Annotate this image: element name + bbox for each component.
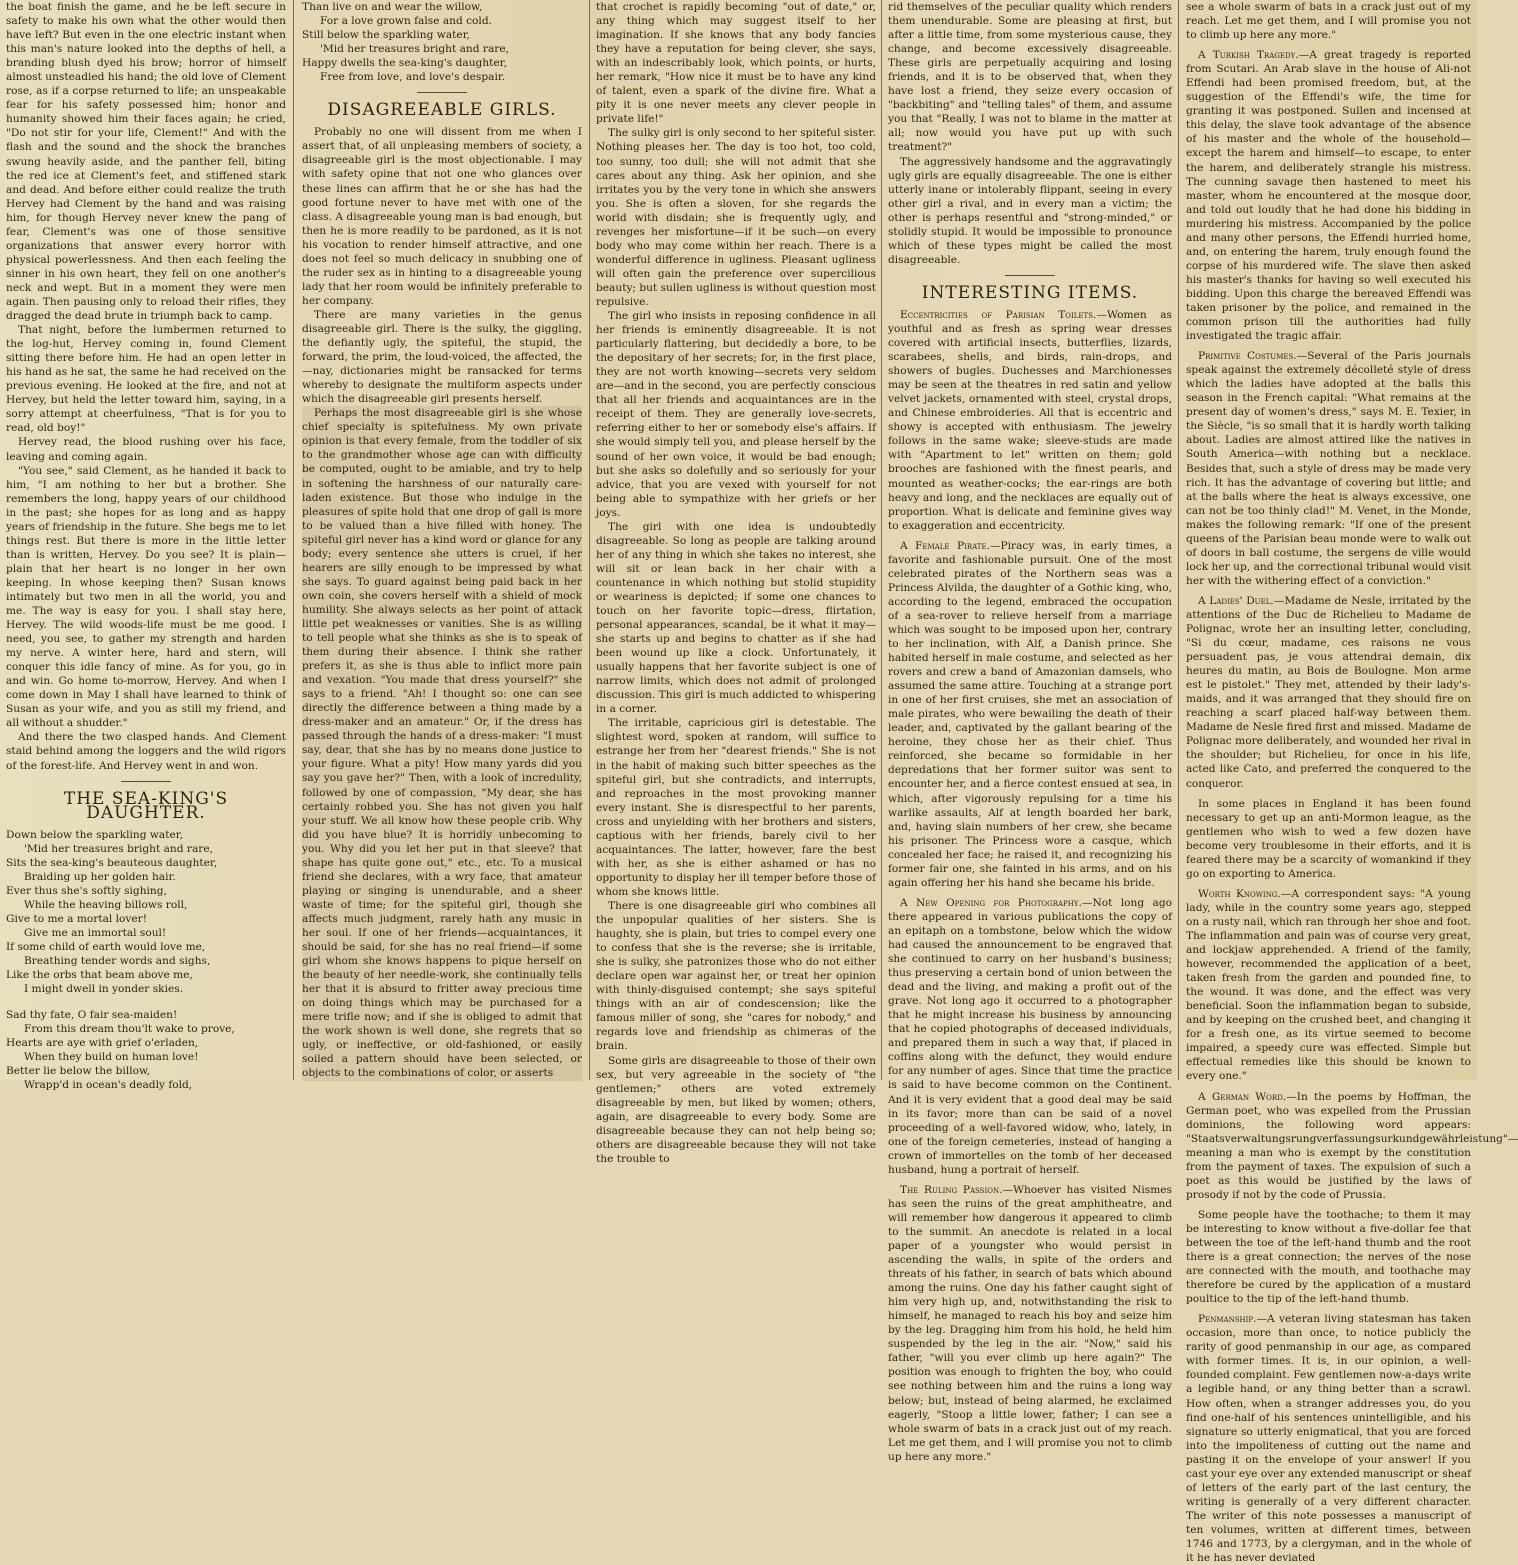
news-item: [888, 1183, 1172, 1464]
poem-line: For a love grown false and cold.: [320, 15, 492, 28]
news-item: [888, 896, 1172, 1177]
news-item: [888, 308, 1172, 533]
column-2: [296, 0, 588, 1080]
article-paragraph: The sulky girl is only second to her spiteful sister. Nothing pleases her. The day is too hot, too cold, too sunny, too dull; she will not admit that she cares about any thing. Ask her opinion, and she irritates you by the very tone in which she answers you. She is often a sloven, for she regards the world with disdain; she is frequently ugly, and revenges her misfortune—if it be such—on every body who may come within her reach. There is a wonderful difference in ugliness. Pleasant ugliness will often gain the preference over supercilious beauty; but sullen ugliness is without question most repulsive.: [596, 127, 876, 308]
item-text: Some people have the toothache; to them it may be interesting to know without a five-dollar fee that between the toe of the left-hand thumb and the root there is a great connection; the nerves of the nose are connected with the mouth, and toothache may therefore be cured by the application of a mustard poultice to the tip of the left-hand thumb.: [1186, 1208, 1471, 1306]
item-head: A German Word.: [1198, 1090, 1287, 1103]
news-item: [1186, 349, 1471, 588]
article-paragraph: The girl who insists in reposing confidence in all her friends is eminently disagreeable. It is not particularly flattering, but decidedly a bore, to be the depositary of her secrets; for, in the first place, they are not worth knowing—secrets very seldom are—and in the second, you are perfectly conscious that all her friends and acquaintances are in the receipt of them. They are generally love-secrets, referring either to her or somebody else's affairs. If she would simply tell you, and please herself by the sound of her own voice, it would be bad enough; but she asks so dolefully and so seriously for your advice, that you are vexed with yourself for not being able to sympathize with her griefs or her joys.: [596, 310, 876, 519]
poem-line: 'Mid her treasures bright and rare,: [320, 43, 509, 56]
poem-line: Still below the sparkling water,: [302, 29, 470, 42]
news-item: [1186, 1208, 1471, 1306]
news-item: [888, 539, 1172, 890]
poem-line: From this dream thou'lt wake to prove,: [24, 1023, 235, 1036]
poem-line: Give me an immortal soul!: [24, 927, 167, 939]
column-4: [882, 0, 1178, 1463]
item-head: A Ladies' Duel.: [1198, 594, 1274, 607]
article-paragraph: that crochet is rapidly becoming "out of date," or, any thing which may suggest itself to her imagination. If she knows that any body fancies they have a reputation for being clever, she says, with an indescribably look, which points, or hurts, her remark, "How nice it must be to have any kind of talent, even a spark of the divine fire. What a pity it is one never meets any clever people in private life!": [596, 1, 876, 126]
item-text: —A great tragedy is reported from Scutari. An Arab slave in the house of Ali-not Effendi had been promised freedom, but, at the suggestion of the Effendi's wife, the time for granting it was postponed. Sullen and incensed at this delay, the slave took advantage of the absence of his master and the whole of the household—except the harem and himself—to escape, to enter the harem, and deliberately strangle his mistress. The cunning savage then hastened to meet his master, whom he encountered at the mosque door, and told out loudly that he had done his bidding in murdering his mistress. Accompanied by the police and many other persons, the Effendi hurried home, and, on entering the harem, truly enough found the corpse of his murdered wife. The slave then asked his master's thanks for having so well executed his bidding. Upon this charge the bereaved Effendi was taken prisoner by the police, and remained in the common prison till the authorities had fully investigated the tragic affair.: [1186, 49, 1471, 343]
poem-line: Than live on and wear the willow,: [302, 1, 483, 13]
poem-line: Free from love, and love's despair.: [320, 71, 506, 84]
column-5: [1180, 0, 1518, 1565]
divider: [121, 781, 171, 782]
poem-line: If some child of earth would love me,: [6, 941, 206, 954]
article-title: DISAGREEABLE GIRLS.: [327, 100, 557, 121]
poem: [6, 828, 286, 1093]
item-text: —Madame de Nesle, irritated by the attentions of the Duc de Richelieu to Madame de Polignac, wrote her an insulting letter, concluding, "Si du cœur, madame, ces raisons ne vous persuadent pas, je vous attendrai demain, dix heures du matin, au Bois de Boulogne. Mon arme est le pistolet." They met, attended by their lady's-maids, and it was arranged that they should fire on reaching a scarf placed half-way between them. Madame de Nesle fired first and missed. Madame de Polignac more deliberately, and wounded her rival in the shoulder; but Richelieu, for once in his life, acted like Cato, and preferred the conquered to the conqueror.: [1186, 594, 1471, 790]
item-text: —Whoever has visited Nismes has seen the ruins of the great amphitheatre, and will remember how dangerous it appeared to climb to the summit. An anecdote is related in a local paper of a youngster who would persist in ascending the walls, in spite of the orders and threats of his father, in search of bats which abound among the ruins. One day his father caught sight of him very high up, and, notwithstanding the risk to himself, he managed to reach his boy and seize him by the leg. Dragging him from his hold, he held him suspended by the leg in the air. "Now," said his father, "will you ever climb up here again?" The position was enough to frighten the boy, who could see nothing between him and the ruins a long way below; but, instead of being alarmed, he exclaimed eagerly, "Stoop a little lower, father; I can see a whole swarm of bats in a crack just out of my reach. Let me get them, and I will promise you not to climb up here any more.": [888, 1183, 1172, 1463]
poem-line: Better lie below the billow,: [6, 1065, 151, 1078]
item-head: Eccentricities of Parisian Toilets.: [900, 308, 1097, 321]
poem-continued: [302, 0, 582, 84]
story-paragraph: the boat finish the game, and he be left secure in safety to make his own what the other would then have left? But even in the one electric instant when this man's nature looked into the depths of hell, a branding blush dyed his brow; horror of himself almost unsteadied his hand; the old love of Clement rose, as if a corpse returned to life; an unspeakable fear for his safety possessed him; honor and humanity showed him their faces again; he cried, "Do not stir for your life, Clement!" And with the flash and the sound and the shock the branches swung heavily aside, and the panther fell, biting the red ice at Clement's feet, and stiffened stark and dead. And before either could realize the truth Hervey had Clement by the hand and was raising him, for though Hervey never knew the pang of fear, Clement's was one of those sensitive organizations that answer every horror with physical powerlessness. And then each feeling the sinner in his own heart, they fell on one another's neck and wept. But in a moment they were men again. Then pausing only to reload their rifles, they dragged the dead brute in triumph back to camp.: [6, 1, 286, 323]
item-head: Penmanship.: [1198, 1313, 1257, 1326]
article-paragraph: There is one disagreeable girl who combines all the unpopular qualities of her sisters. She is haughty, she is plain, but tries to compel every one to confess that she is the reverse; she is irritable, she is sulky, she patronizes those who do not either declare open war against her, or treat her opinion with thinly-disguised contempt; she says spiteful things with an air of condescension; like the famous miller of song, she "cares for nobody," and regards love and friendship as chimeras of the brain.: [596, 900, 876, 1053]
poem-line: Happy dwells the sea-king's daughter,: [302, 57, 507, 70]
stanza-break: [6, 996, 286, 1008]
article-paragraph: The aggressively handsome and the aggravatingly ugly girls are equally disagreeable. The one is either utterly inane or intolerably flippant, seeing in every other girl a rival, and in every man a victim; the other is perhaps resentful and "strong-minded," or stolidly stupid. It would be impossible to pronounce which of these types might be called the most disagreeable.: [888, 155, 1172, 266]
poem-line: Breathing tender words and sighs,: [24, 955, 211, 968]
poem-line: Hearts are aye with grief o'erladen,: [6, 1037, 199, 1050]
poem-line: When they build on human love!: [24, 1051, 199, 1064]
poem-line: Give to me a mortal lover!: [6, 912, 147, 925]
item-text: —Piracy was, in early times, a favorite and fashionable pursuit. One of the most celebrated pirates of the Northern seas was a Princess Alvilda, the daughter of a Gothic king, who, according to the legend, embraced the occupation of a sea-rover to relieve herself from a marriage which was sought to be imposed upon her, contrary to her inclination, with Alf, a Danish prince. She habited herself in male costume, and selected as her rovers and crew a band of Amazonian damsels, who assumed the same attire. Touching at a strange port in one of her first cruises, she met an association of male pirates, who were bewailing the death of their leader, and, captivated by the gallant bearing of the heroine, they chose her as their chief. Thus reinforced, she became so formidable in her depredations that her former suitor was sent to encounter her, and a fierce contest ensued at sea, in which, after vigorously repulsing for a time his warlike assaults, Alf at length boarded her bark, and, having slain numbers of her crew, she became his prisoner. The Princess wore a casque, which concealed her face; he raised it, and recognizing his former fair one, she fainted in his arms, and on his again offering her his hand she became his bride.: [888, 539, 1172, 889]
divider: [1005, 275, 1055, 276]
news-item: [1186, 1312, 1471, 1565]
item-text: In some places in England it has been found necessary to get up an anti-Mormon league, as the gentlemen who wish to wed a few dozen have become very troublesome in their efforts, and it is feared there may be a scarcity of womankind if they go on exporting to America.: [1186, 797, 1471, 880]
column-rule: [1178, 0, 1179, 1080]
story-paragraph: That night, before the lumbermen returned to the log-hut, Hervey coming in, found Clement sitting there before him. He had an open letter in his hand as he sat, the same he had received on the previous evening. He looked at the fire, and not at Hervey, but held the letter toward him, saying, in a sorry attempt at cheerfulness, "That is for you to read, old boy!": [6, 324, 286, 435]
item-text: —Several of the Paris journals speak against the extremely décolleté style of dress which the ladies have adopted at the balls this season in the French capital: "What remains at the present day of women's dress," says M. E. Texier, in the Siècle, "is so small that it is hardly worth talking about. Ladies are almost attired like the natives in South America—with nothing but a necklace. Besides that, such a style of dress may be made very rich. It has the advantage of covering but little; and at the balls where the heat is always excessive, one can not be too thinly clad!" M. Venet, in the Monde, makes the following remark: "If one of the present queens of the Parisian beau monde were to walk out of doors in ball costume, the sergens de ville would lock her up, and the correctional tribunal would visit her with the withering effect of a conviction.": [1186, 350, 1471, 587]
story-paragraph: "You see," said Clement, as he handed it back to him, "I am nothing to her but a brother. She remembers the long, happy years of our childhood in the past; she hopes for as long and as happy years of friendship in the future. She begs me to let things rest. But there is more in the little letter than is written, Hervey. Do you see? It is plain—plain that her heart is no longer in her own keeping. In whose keeping then? Susan knows intimately but two men in all the world, you and me. The way is easy for you. I shall stay here, Hervey. The wild woods-life must be me good. I need, you see, to gather my strength and harden my nerve. A winter here, hard and stern, will conquer this idle fancy of mine. As for you, go in and win. Go home to-morrow, Hervey. And when I come down in May I shall have learned to think of Susan as your wife, and you as still my friend, and all without a shudder.": [6, 464, 286, 730]
poem-line: Down below the sparkling water,: [6, 828, 184, 841]
poem-line: While the heaving billows roll,: [24, 898, 188, 911]
article-paragraph: rid themselves of the peculiar quality which renders them unendurable. Some are pleasing at first, but after a little time, from some mysterious cause, they change, and become excessively disagreeable. These girls are perpetually acquiring and losing friends, and it is to be observed that, when they have lost a friend, they seize every occasion of "backbiting" and "telling tales" of them, and assume you that "Really, I was not to blame in the matter at all; now would you have put up with such treatment?": [888, 1, 1172, 154]
item-head: Worth Knowing.: [1198, 887, 1281, 900]
poem-line: Sad thy fate, O fair sea-maiden!: [6, 1009, 178, 1022]
item-head: A New Opening for Photography.: [900, 896, 1082, 909]
item-head: A Turkish Tragedy.: [1198, 49, 1299, 62]
poem-line: Sits the sea-king's beauteous daughter,: [6, 856, 218, 869]
item-head: The Ruling Passion.: [900, 1183, 1003, 1196]
item-text: —Women as youthful and as fresh as spring wear dresses covered with artificial insects, butterflies, lizards, scarabees, shells, and birds, rain-drops, and showers of bugles. Duchesses and Marchionesses may be seen at the theatres in red satin and yellow velvet jackets, ornamented with steel, crystal drops, and Chinese embroideries. All that is eccentric and showy is accepted with enthusiasm. The jewelry follows in the same wake; sleeve-studs are made with "Apartment to let" written on them; gold brooches are fashioned with the finest pearls, and mounted as weather-cocks; the ear-rings are both heavy and long, and the necklaces are equally out of proportion. What is delicate and feminine gives way to exaggeration and eccentricity.: [888, 308, 1172, 532]
article-paragraph: The girl with one idea is undoubtedly disagreeable. So long as people are talking around her of any thing in which she takes no interest, she will sit or lean back in her chair with a countenance in which nothing but stolid stupidity or weariness is depicted; if some one chances to touch on her favorite topic—dress, flirtation, personal appearances, scandal, be it what it may—she starts up and begins to chatter as if she had been wound up like a clock. Unfortunately, it usually happens that her favorite subject is one of narrow limits, which does not admit of prolonged discussion. This girl is much addicted to whispering in a corner.: [596, 520, 876, 716]
poem-line: Wrapp'd in ocean's deadly fold,: [24, 1079, 193, 1092]
news-item: [1186, 1090, 1518, 1202]
poem-line: Like the orbs that beam above me,: [6, 969, 193, 982]
poem-line: Braiding up her golden hair.: [24, 870, 176, 883]
poem-line: Ever thus she's softly sighing,: [6, 884, 167, 897]
column-1: [0, 0, 292, 1092]
item-text: —In the poems by Hoffman, the German poet, who was expelled from the Prussian dominions, the following word appears: "Staatsverwaltungsrungverfassungsurkundgewährleistung"—meaning a man who is exempt by the constitution from the payment of taxes. The expulsion of such a poet as this would be justified by the laws of prosody if not by the code of Prussia.: [1186, 1090, 1518, 1201]
news-item: [1186, 887, 1471, 1084]
article-paragraph: Probably no one will dissent from me when I assert that, of all unpleasing members of society, a disagreeable girl is the most objectionable. I may with safety opine that not one who glances over these lines can affirm that he or she has had the good fortune never to have met with one of the class. A disagreeable young man is bad enough, but then he is more readily to be pardoned, as it is not his vocation to render himself attractive, and one does not feel so much delicacy in snubbing one of the ruder sex as in hinting to a disagreeable young lady that her room would be infinitely preferable to her company.: [302, 126, 582, 307]
item-head: Primitive Costumes.: [1198, 350, 1297, 363]
article-paragraph: The irritable, capricious girl is detestable. The slightest word, spoken at random, will suffice to estrange her from her "dearest friends." She is not in the habit of making such bitter speeches as the spiteful girl, but she contradicts, and interrupts, and reproaches in the most provoking manner every instant. She is disrespectful to her parents, cross and unyielding with her brothers and sisters, captious with her friends, barely civil to her acquaintances. The latter, however, fare the best with her, as she is either ashamed or has no opportunity to display her ill temper before those of whom she knows little.: [596, 717, 876, 898]
column-3: [590, 0, 882, 1165]
item-continued: see a whole swarm of bats in a crack just out of my reach. Let me get them, and I will promise you not to climb up here any more.": [1186, 1, 1471, 42]
article-paragraph: Some girls are disagreeable to those of their own sex, but very agreeable in the society of "the gentlemen;" others are voted extremely disagreeable by men, but liked by women; others, again, are disagreeable to every body. Some are disagreeable because they can not help being so; others are disagreeable because they will not take the trouble to: [596, 1054, 876, 1165]
divider: [417, 92, 467, 93]
item-text: —Not long ago there appeared in various publications the copy of an epitaph on a tombstone, below which the widow had caused the announcement to be engraved that she continued to carry on her husband's business; thus preserving a certain bond of union between the dead and the living, and making a profit out of the grave. Not long ago it occurred to a photographer that he might increase his business by announcing that he copied photographs of deceased individuals, and prepared them in such a way that, if placed in coffins along with the defunct, they would endure for any number of ages. Since that time the practice is said to have become common on the Continent. And it is very evident that a good deal may be said in its favor; more than can be said of a novel proceeding of a well-favored widow, who, lately, in one of the foreign cemeteries, instead of hanging a crown of immortelles on the tomb of her deceased husband, hung a portrait of herself.: [888, 896, 1172, 1176]
item-text: —A correspondent says: "A young lady, while in the country some years ago, stepped on a rusty nail, which ran through her shoe and foot. The inflammation and pain was of course very great, and lockjaw apprehended. A friend of the family, however, recommended the application of a beet, taken fresh from the garden and pounded fine, to the wound. It was done, and the effect was very beneficial. Soon the inflammation began to subside, and by keeping on the crushed beet, and changing it for a fresh one, as its virtue seemed to become impaired, a speedy cure was effected. Simple but effectual remedies like this should be known to every one.": [1186, 887, 1472, 1083]
news-item: [1186, 797, 1471, 881]
poem-line: I might dwell in yonder skies.: [24, 983, 184, 996]
article-paragraph: There are many varieties in the genus disagreeable girl. There is the sulky, the giggling, the defiantly ugly, the spiteful, the stupid, the forward, the prim, the loud-voiced, the affected, the—nay, dictionaries might be ransacked for terms whereby to designate the multiform aspects under which the disagreeable girl presents herself.: [302, 308, 582, 406]
news-item: [1186, 48, 1471, 343]
story-paragraph: Hervey read, the blood rushing over his face, leaving and coming again.: [6, 436, 286, 463]
poem-title: THE SEA-KING'S DAUGHTER.: [63, 788, 229, 823]
news-item: [1186, 594, 1471, 791]
column-rule: [293, 0, 294, 1080]
story-paragraph: And there the two clasped hands. And Clement staid behind among the loggers and the wild rigors of the forest-life. And Hervey went in and won.: [6, 731, 286, 772]
section-title: INTERESTING ITEMS.: [921, 282, 1139, 303]
article-paragraph: Perhaps the most disagreeable girl is she whose chief specialty is spitefulness. My own private opinion is that every female, from the toddler of six to the grandmother whose age can with difficulty be computed, ought to be amiable, and try to help in softening the harshness of our naturally care-laden existence. But those who indulge in the pleasures of spite hold that one drop of gall is more to be valued than a hive filled with honey. The spiteful girl never has a kind word or glance for any body; every sentence she utters is cruel, if her hearers are silly enough to be impressed by what she says. To guard against being paid back in her own coin, she covers herself with a shield of mock humility. She always selects as her point of attack little pet weaknesses or vanities. She is as willing to tell people what she thinks as she is to speak of them during their absence. I think she rather prefers it, as she is thus able to inflict more pain and vexation. "You made that dress yourself?" she says to a friend. "Ah! I thought so: one can see directly the difference between a thing made by a dress-maker and an amateur." Or, if the dress has passed through the hands of a dress-maker: "I must say, dear, that she has by no means done justice to your figure. What a pity! How many yards did you say you gave her?" Then, with a look of incredulity, followed by one of compassion, "My dear, she has certainly robbed you. She has not given you half your stuff. We all know how these people crib. Why did you have blue? It is horridly unbecoming to you. Why did you let her put in that sleeve? that shape has quite gone out," etc., etc. To a musical friend she declares, with a wry face, that amateur playing or singing is unendurable, and a sheer waste of time; for the spiteful girl, though she affects much judgment, rarely hath any music in her soul. If one of her friends—acquaintances, it should be said, for she has no real friend—if some girl whom she knows happens to pique herself on the beauty of her needle-work, she continually tells her that it is absurd to fritter away precious time on doing things which may be purchased for a mere trifle now; and if she is obliged to admit that the work shown is well done, she regrets that so ugly, or ineffective, or old-fashioned, or easily soiled a pattern should have been selected, or objects to the combinations of color, or asserts: [302, 407, 583, 1080]
item-text: —A veteran living statesman has taken occasion, more than once, to notice publicly the rarity of good penmanship in our age, as compared with former times. It is, in our opinion, a well-founded complaint. Few gentlemen now-a-days write a legible hand, or any thing better than a scrawl. How often, when a stranger addresses you, do you find one-half of his sentences unintelligible, and his signature so utterly enigmatical, that you are forced into the impoliteness of cutting out the name and pasting it on the envelope of your answer! If you cast your eye over any extended manuscript or sheaf of letters of the early part of the last century, the writing is generally of a very different character. The writer of this note possesses a manuscript of ten volumes, written at different times, between 1746 and 1773, by a clergyman, and in the whole of it he has never deviated: [1186, 1313, 1471, 1565]
poem-line: 'Mid her treasures bright and rare,: [24, 842, 213, 855]
item-head: A Female Pirate.: [900, 539, 990, 552]
